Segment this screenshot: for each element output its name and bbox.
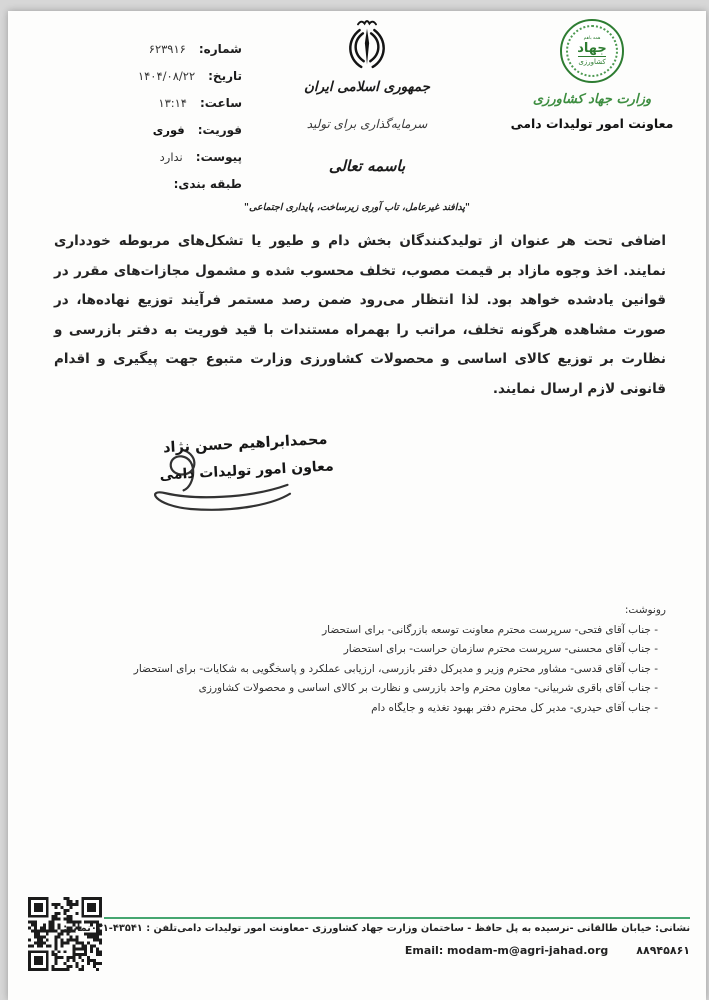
cc-item: - جناب آقای محسنی- سرپرست محترم سازمان حراست- برای استحضار	[343, 643, 658, 655]
motto-line: "پدافند غیرعامل، تاب آوری زیرساخت، پایداری اجتماعی"	[244, 202, 470, 213]
letter-paragraph: اضافی تحت هر عنوان از تولیدکنندگان بخش دام و طیور یا تشکل‌های مربوطه خودداری نمایند. اخذ وجوه مازاد بر قیمت مصوب، تخلف محسوب شده و مشمول مجازات‌های مقرر در قوانین یادشده خواهد بود. لذا انتظار می‌رود ضمن رصد مستمر فرآیند توزیع نهاده‌ها، در صورت مشاهده هرگونه تخلف، مراتب را بهمراه مستندات با قید فوریت به دفتر بازرسی و نظارت بر توزیع کالای اساسی و محصولات کشاورزی وزارت متبوع جهت پیگیری و اقدام قانونی لازم ارسال نمایند.	[54, 233, 666, 397]
field-date-value: ۱۴۰۴/۰۸/۲۲	[137, 68, 196, 83]
field-attachment	[46, 143, 242, 170]
field-urgency-label: فوریت:	[197, 122, 242, 137]
qr-code	[28, 897, 102, 971]
signer-name: محمدابراهیم حسن نژاد	[162, 431, 328, 457]
jihad-agriculture-logo-icon	[560, 19, 624, 83]
besmellah-calligraphy: باسمه تعالی	[328, 157, 406, 175]
logo-main-text: جهاد	[577, 41, 607, 56]
country-name: جمهوری اسلامی ایران	[303, 79, 431, 95]
iran-emblem-icon	[342, 17, 392, 71]
cc-item: - جناب آقای قدسی- مشاور محترم وزیر و مدیرکل دفتر بازرسی، ارزیابی عملکرد و پاسخگویی به شکایات- برای استحضار	[133, 662, 658, 675]
field-date	[46, 62, 242, 89]
footer-email-row	[405, 944, 690, 957]
field-number-value: ۶۲۳۹۱۶	[148, 41, 186, 56]
field-date-label: تاریخ:	[208, 68, 242, 83]
footer-address: نشانی: خیابان طالقانی -نرسیده به پل حافظ - ساختمان وزارت جهاد کشاورزی -معاونت امور تولیدات دامی	[177, 923, 690, 934]
footer-email: Email: modam-m@agri-jahad.org	[404, 944, 609, 957]
signature-block	[133, 425, 360, 491]
ministry-calligraphy: وزارت جهاد کشاورزی	[532, 92, 652, 107]
cc-item: - جناب آقای باقری شربیانی- معاون محترم واحد بازرسی و نظارت بر کالای اساسی و محصولات کشاورزی	[198, 682, 658, 694]
field-number	[46, 35, 242, 62]
field-classification	[46, 170, 242, 197]
field-classification-label: طبقه بندی:	[173, 176, 242, 191]
footer-divider	[104, 917, 690, 919]
logo-tiny-text: همه باهم	[583, 36, 601, 41]
cc-item: - جناب آقای فتحی- سرپرست محترم معاونت توسعه بازرگانی- برای استحضار	[322, 623, 658, 636]
logo-sub-text: کشاورزی	[578, 58, 606, 66]
field-urgency-value: فوری	[152, 122, 185, 137]
cc-item: - جناب آقای حیدری- مدیر کل محترم دفتر بهبود تغذیه و جایگاه دام	[371, 701, 658, 714]
field-attachment-value: ندارد	[159, 149, 183, 164]
field-time-label: ساعت:	[199, 95, 242, 110]
field-number-label: شماره:	[198, 41, 242, 56]
department-title: معاونت امور تولیدات دامی	[510, 116, 674, 131]
footer-fax-label: نمابر:	[63, 923, 91, 934]
field-attachment-label: پیوست:	[195, 149, 242, 164]
signer-title: معاون امور تولیدات دامی	[159, 458, 335, 484]
year-slogan: سرمایه‌گذاری برای تولید	[306, 117, 428, 131]
cc-section	[134, 601, 666, 718]
field-time-value: ۱۳:۱۴	[158, 95, 187, 110]
footer-fax-number: ۸۸۹۴۵۸۶۱	[636, 944, 690, 957]
footer-phone: تلفن : ۴۳۵۴۱-۰۲۱	[90, 923, 178, 934]
field-urgency	[46, 116, 242, 143]
header-fields	[46, 35, 242, 197]
letter-page	[8, 11, 706, 1000]
cc-heading: رونوشت:	[624, 604, 666, 616]
field-time	[46, 89, 242, 116]
header-center	[284, 17, 450, 175]
header-right	[492, 19, 692, 131]
footer-contact-row	[63, 923, 690, 934]
